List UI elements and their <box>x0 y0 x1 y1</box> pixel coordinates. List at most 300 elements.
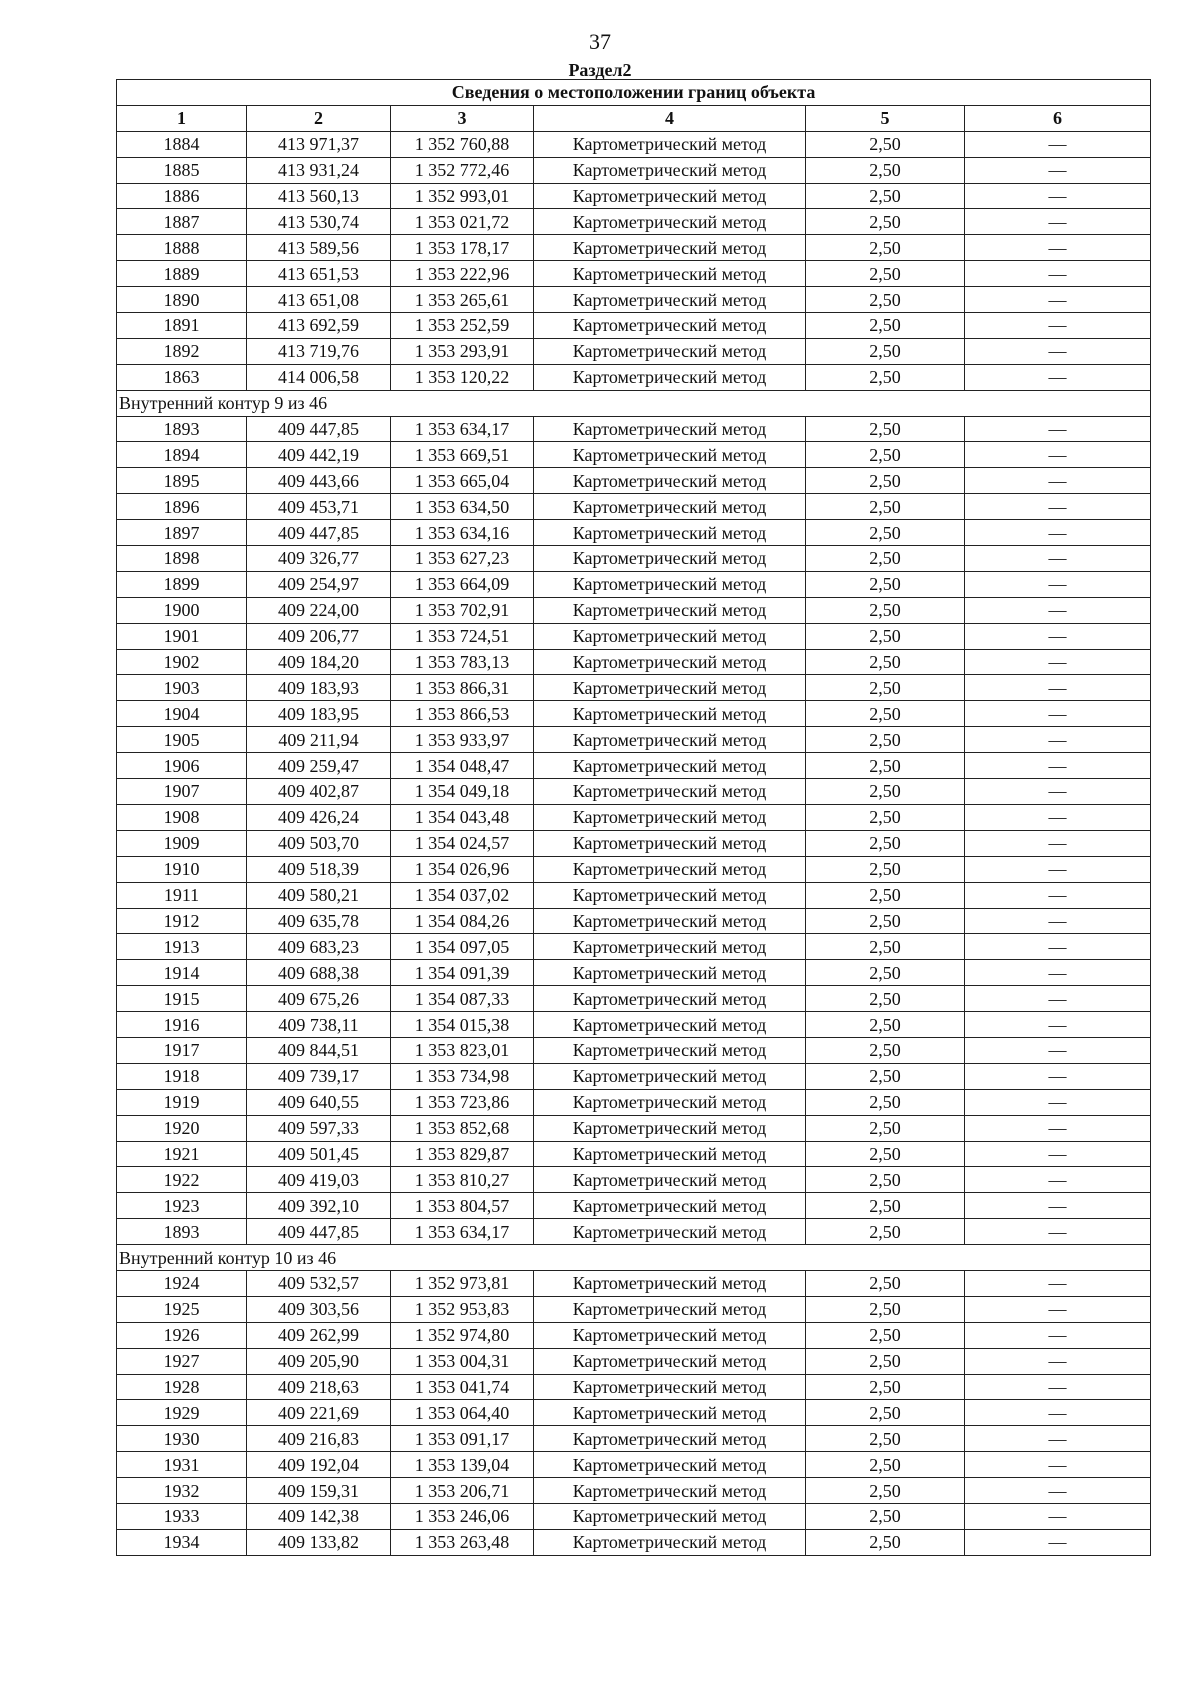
accuracy-cell: 2,50 <box>806 313 965 339</box>
method-cell: Картометрический метод <box>534 1012 806 1038</box>
y-coordinate-cell: 1 353 041,74 <box>391 1374 534 1400</box>
table-row <box>117 1400 1151 1426</box>
description-cell: — <box>965 623 1151 649</box>
method-cell: Картометрический метод <box>534 597 806 623</box>
point-number-cell: 1889 <box>117 261 247 287</box>
table-row <box>117 571 1151 597</box>
method-cell: Картометрический метод <box>534 623 806 649</box>
point-number-cell: 1908 <box>117 804 247 830</box>
table-row <box>117 1426 1151 1452</box>
x-coordinate-cell: 409 218,63 <box>247 1374 391 1400</box>
point-number-cell: 1896 <box>117 494 247 520</box>
x-coordinate-cell: 409 205,90 <box>247 1348 391 1374</box>
description-cell: — <box>965 727 1151 753</box>
x-coordinate-cell: 409 184,20 <box>247 649 391 675</box>
accuracy-cell: 2,50 <box>806 960 965 986</box>
accuracy-cell: 2,50 <box>806 1374 965 1400</box>
y-coordinate-cell: 1 353 852,68 <box>391 1115 534 1141</box>
method-cell: Картометрический метод <box>534 830 806 856</box>
table-row <box>117 131 1151 157</box>
point-number-cell: 1893 <box>117 416 247 442</box>
point-number-cell: 1905 <box>117 727 247 753</box>
method-cell: Картометрический метод <box>534 1400 806 1426</box>
accuracy-cell: 2,50 <box>806 1089 965 1115</box>
accuracy-cell: 2,50 <box>806 649 965 675</box>
x-coordinate-cell: 409 640,55 <box>247 1089 391 1115</box>
accuracy-cell: 2,50 <box>806 1400 965 1426</box>
y-coordinate-cell: 1 353 263,48 <box>391 1529 534 1555</box>
table-row <box>117 209 1151 235</box>
table-row <box>117 1348 1151 1374</box>
method-cell: Картометрический метод <box>534 235 806 261</box>
table-row <box>117 520 1151 546</box>
point-number-cell: 1918 <box>117 1063 247 1089</box>
point-number-cell: 1900 <box>117 597 247 623</box>
description-cell: — <box>965 1219 1151 1245</box>
y-coordinate-cell: 1 353 723,86 <box>391 1089 534 1115</box>
table-row <box>117 908 1151 934</box>
accuracy-cell: 2,50 <box>806 1063 965 1089</box>
x-coordinate-cell: 409 597,33 <box>247 1115 391 1141</box>
accuracy-cell: 2,50 <box>806 1529 965 1555</box>
y-coordinate-cell: 1 353 724,51 <box>391 623 534 649</box>
method-cell: Картометрический метод <box>534 856 806 882</box>
table-row <box>117 934 1151 960</box>
contour-label: Внутренний контур 10 из 46 <box>117 1245 1151 1271</box>
accuracy-cell: 2,50 <box>806 131 965 157</box>
description-cell: — <box>965 1374 1151 1400</box>
point-number-cell: 1892 <box>117 338 247 364</box>
method-cell: Картометрический метод <box>534 986 806 1012</box>
accuracy-cell: 2,50 <box>806 1478 965 1504</box>
point-number-cell: 1916 <box>117 1012 247 1038</box>
x-coordinate-cell: 409 133,82 <box>247 1529 391 1555</box>
y-coordinate-cell: 1 353 664,09 <box>391 571 534 597</box>
y-coordinate-cell: 1 353 246,06 <box>391 1503 534 1529</box>
table-row <box>117 338 1151 364</box>
x-coordinate-cell: 409 224,00 <box>247 597 391 623</box>
y-coordinate-cell: 1 353 866,31 <box>391 675 534 701</box>
x-coordinate-cell: 409 844,51 <box>247 1037 391 1063</box>
table-row <box>117 1141 1151 1167</box>
point-number-cell: 1887 <box>117 209 247 235</box>
y-coordinate-cell: 1 352 973,81 <box>391 1270 534 1296</box>
description-cell: — <box>965 1089 1151 1115</box>
point-number-cell: 1913 <box>117 934 247 960</box>
description-cell: — <box>965 1012 1151 1038</box>
description-cell: — <box>965 1141 1151 1167</box>
y-coordinate-cell: 1 353 634,16 <box>391 520 534 546</box>
y-coordinate-cell: 1 354 048,47 <box>391 753 534 779</box>
description-cell: — <box>965 442 1151 468</box>
x-coordinate-cell: 409 254,97 <box>247 571 391 597</box>
y-coordinate-cell: 1 353 064,40 <box>391 1400 534 1426</box>
description-cell: — <box>965 1115 1151 1141</box>
point-number-cell: 1895 <box>117 468 247 494</box>
table-row <box>117 235 1151 261</box>
method-cell: Картометрический метод <box>534 1167 806 1193</box>
description-cell: — <box>965 649 1151 675</box>
contour-label: Внутренний контур 9 из 46 <box>117 390 1151 416</box>
method-cell: Картометрический метод <box>534 1141 806 1167</box>
table-row <box>117 468 1151 494</box>
point-number-cell: 1921 <box>117 1141 247 1167</box>
accuracy-cell: 2,50 <box>806 1503 965 1529</box>
x-coordinate-cell: 409 426,24 <box>247 804 391 830</box>
y-coordinate-cell: 1 354 049,18 <box>391 779 534 805</box>
x-coordinate-cell: 409 326,77 <box>247 546 391 572</box>
accuracy-cell: 2,50 <box>806 520 965 546</box>
boundary-table <box>116 79 1151 1556</box>
method-cell: Картометрический метод <box>534 649 806 675</box>
method-cell: Картометрический метод <box>534 338 806 364</box>
x-coordinate-cell: 409 192,04 <box>247 1452 391 1478</box>
x-coordinate-cell: 413 651,53 <box>247 261 391 287</box>
x-coordinate-cell: 409 738,11 <box>247 1012 391 1038</box>
method-cell: Картометрический метод <box>534 1426 806 1452</box>
point-number-cell: 1903 <box>117 675 247 701</box>
description-cell: — <box>965 364 1151 390</box>
method-cell: Картометрический метод <box>534 934 806 960</box>
y-coordinate-cell: 1 354 084,26 <box>391 908 534 934</box>
method-cell: Картометрический метод <box>534 468 806 494</box>
y-coordinate-cell: 1 353 810,27 <box>391 1167 534 1193</box>
x-coordinate-cell: 409 221,69 <box>247 1400 391 1426</box>
x-coordinate-cell: 409 688,38 <box>247 960 391 986</box>
x-coordinate-cell: 413 560,13 <box>247 183 391 209</box>
point-number-cell: 1923 <box>117 1193 247 1219</box>
x-coordinate-cell: 409 159,31 <box>247 1478 391 1504</box>
accuracy-cell: 2,50 <box>806 209 965 235</box>
y-coordinate-cell: 1 353 734,98 <box>391 1063 534 1089</box>
method-cell: Картометрический метод <box>534 882 806 908</box>
description-cell: — <box>965 1503 1151 1529</box>
x-coordinate-cell: 409 447,85 <box>247 416 391 442</box>
y-coordinate-cell: 1 354 026,96 <box>391 856 534 882</box>
table-row <box>117 960 1151 986</box>
point-number-cell: 1925 <box>117 1296 247 1322</box>
y-coordinate-cell: 1 353 139,04 <box>391 1452 534 1478</box>
x-coordinate-cell: 409 453,71 <box>247 494 391 520</box>
point-number-cell: 1930 <box>117 1426 247 1452</box>
method-cell: Картометрический метод <box>534 1219 806 1245</box>
accuracy-cell: 2,50 <box>806 261 965 287</box>
method-cell: Картометрический метод <box>534 571 806 597</box>
y-coordinate-cell: 1 352 953,83 <box>391 1296 534 1322</box>
table-row <box>117 313 1151 339</box>
table-row <box>117 1012 1151 1038</box>
method-cell: Картометрический метод <box>534 1193 806 1219</box>
y-coordinate-cell: 1 353 293,91 <box>391 338 534 364</box>
table-row <box>117 649 1151 675</box>
accuracy-cell: 2,50 <box>806 597 965 623</box>
method-cell: Картометрический метод <box>534 1270 806 1296</box>
y-coordinate-cell: 1 354 043,48 <box>391 804 534 830</box>
description-cell: — <box>965 494 1151 520</box>
y-coordinate-cell: 1 354 024,57 <box>391 830 534 856</box>
method-cell: Картометрический метод <box>534 908 806 934</box>
x-coordinate-cell: 409 392,10 <box>247 1193 391 1219</box>
x-coordinate-cell: 409 402,87 <box>247 779 391 805</box>
point-number-cell: 1932 <box>117 1478 247 1504</box>
table-row <box>117 1063 1151 1089</box>
description-cell: — <box>965 546 1151 572</box>
accuracy-cell: 2,50 <box>806 908 965 934</box>
point-number-cell: 1926 <box>117 1322 247 1348</box>
column-header: 2 <box>247 105 391 131</box>
point-number-cell: 1898 <box>117 546 247 572</box>
y-coordinate-cell: 1 353 829,87 <box>391 1141 534 1167</box>
y-coordinate-cell: 1 352 993,01 <box>391 183 534 209</box>
y-coordinate-cell: 1 354 015,38 <box>391 1012 534 1038</box>
y-coordinate-cell: 1 354 097,05 <box>391 934 534 960</box>
point-number-cell: 1924 <box>117 1270 247 1296</box>
table-row <box>117 1503 1151 1529</box>
accuracy-cell: 2,50 <box>806 494 965 520</box>
table-row <box>117 1089 1151 1115</box>
table-title: Сведения о местоположении границ объекта <box>117 80 1151 106</box>
accuracy-cell: 2,50 <box>806 1012 965 1038</box>
method-cell: Картометрический метод <box>534 1374 806 1400</box>
column-header: 4 <box>534 105 806 131</box>
method-cell: Картометрический метод <box>534 675 806 701</box>
description-cell: — <box>965 287 1151 313</box>
description-cell: — <box>965 830 1151 856</box>
accuracy-cell: 2,50 <box>806 287 965 313</box>
y-coordinate-cell: 1 353 866,53 <box>391 701 534 727</box>
description-cell: — <box>965 235 1151 261</box>
method-cell: Картометрический метод <box>534 494 806 520</box>
method-cell: Картометрический метод <box>534 1503 806 1529</box>
point-number-cell: 1929 <box>117 1400 247 1426</box>
table-row <box>117 287 1151 313</box>
x-coordinate-cell: 409 259,47 <box>247 753 391 779</box>
method-cell: Картометрический метод <box>534 960 806 986</box>
description-cell: — <box>965 1400 1151 1426</box>
method-cell: Картометрический метод <box>534 183 806 209</box>
table-row <box>117 1374 1151 1400</box>
description-cell: — <box>965 571 1151 597</box>
x-coordinate-cell: 409 206,77 <box>247 623 391 649</box>
point-number-cell: 1928 <box>117 1374 247 1400</box>
point-number-cell: 1863 <box>117 364 247 390</box>
table-row <box>117 1115 1151 1141</box>
point-number-cell: 1917 <box>117 1037 247 1063</box>
y-coordinate-cell: 1 352 772,46 <box>391 157 534 183</box>
point-number-cell: 1909 <box>117 830 247 856</box>
y-coordinate-cell: 1 353 252,59 <box>391 313 534 339</box>
method-cell: Картометрический метод <box>534 1452 806 1478</box>
x-coordinate-cell: 409 303,56 <box>247 1296 391 1322</box>
method-cell: Картометрический метод <box>534 520 806 546</box>
description-cell: — <box>965 882 1151 908</box>
column-header: 5 <box>806 105 965 131</box>
page-number: 37 <box>589 29 611 54</box>
accuracy-cell: 2,50 <box>806 1426 965 1452</box>
description-cell: — <box>965 131 1151 157</box>
accuracy-cell: 2,50 <box>806 1322 965 1348</box>
y-coordinate-cell: 1 353 004,31 <box>391 1348 534 1374</box>
accuracy-cell: 2,50 <box>806 882 965 908</box>
accuracy-cell: 2,50 <box>806 416 965 442</box>
point-number-cell: 1934 <box>117 1529 247 1555</box>
table-row <box>117 1270 1151 1296</box>
x-coordinate-cell: 409 442,19 <box>247 442 391 468</box>
point-number-cell: 1899 <box>117 571 247 597</box>
accuracy-cell: 2,50 <box>806 1296 965 1322</box>
description-cell: — <box>965 753 1151 779</box>
accuracy-cell: 2,50 <box>806 442 965 468</box>
description-cell: — <box>965 468 1151 494</box>
contour-label-row <box>117 390 1151 416</box>
y-coordinate-cell: 1 353 206,71 <box>391 1478 534 1504</box>
point-number-cell: 1933 <box>117 1503 247 1529</box>
description-cell: — <box>965 1322 1151 1348</box>
table-row <box>117 1219 1151 1245</box>
description-cell: — <box>965 1063 1151 1089</box>
point-number-cell: 1891 <box>117 313 247 339</box>
x-coordinate-cell: 409 447,85 <box>247 1219 391 1245</box>
x-coordinate-cell: 414 006,58 <box>247 364 391 390</box>
point-number-cell: 1886 <box>117 183 247 209</box>
description-cell: — <box>965 986 1151 1012</box>
table-row <box>117 494 1151 520</box>
x-coordinate-cell: 413 530,74 <box>247 209 391 235</box>
table-row <box>117 727 1151 753</box>
point-number-cell: 1922 <box>117 1167 247 1193</box>
accuracy-cell: 2,50 <box>806 338 965 364</box>
x-coordinate-cell: 409 518,39 <box>247 856 391 882</box>
x-coordinate-cell: 409 183,95 <box>247 701 391 727</box>
accuracy-cell: 2,50 <box>806 1141 965 1167</box>
table-body <box>117 131 1151 1555</box>
y-coordinate-cell: 1 353 634,50 <box>391 494 534 520</box>
point-number-cell: 1931 <box>117 1452 247 1478</box>
method-cell: Картометрический метод <box>534 1322 806 1348</box>
x-coordinate-cell: 413 971,37 <box>247 131 391 157</box>
column-header-row <box>117 105 1151 131</box>
description-cell: — <box>965 313 1151 339</box>
point-number-cell: 1894 <box>117 442 247 468</box>
column-header: 6 <box>965 105 1151 131</box>
method-cell: Картометрический метод <box>534 1089 806 1115</box>
method-cell: Картометрический метод <box>534 1037 806 1063</box>
point-number-cell: 1902 <box>117 649 247 675</box>
method-cell: Картометрический метод <box>534 364 806 390</box>
accuracy-cell: 2,50 <box>806 1037 965 1063</box>
description-cell: — <box>965 856 1151 882</box>
accuracy-cell: 2,50 <box>806 1348 965 1374</box>
method-cell: Картометрический метод <box>534 546 806 572</box>
accuracy-cell: 2,50 <box>806 804 965 830</box>
point-number-cell: 1912 <box>117 908 247 934</box>
y-coordinate-cell: 1 353 634,17 <box>391 416 534 442</box>
y-coordinate-cell: 1 353 634,17 <box>391 1219 534 1245</box>
table-row <box>117 261 1151 287</box>
table-row <box>117 364 1151 390</box>
accuracy-cell: 2,50 <box>806 571 965 597</box>
x-coordinate-cell: 409 419,03 <box>247 1167 391 1193</box>
accuracy-cell: 2,50 <box>806 934 965 960</box>
point-number-cell: 1885 <box>117 157 247 183</box>
table-row <box>117 1452 1151 1478</box>
table-title-row <box>117 80 1151 106</box>
accuracy-cell: 2,50 <box>806 1115 965 1141</box>
y-coordinate-cell: 1 353 120,22 <box>391 364 534 390</box>
table-row <box>117 1529 1151 1555</box>
accuracy-cell: 2,50 <box>806 701 965 727</box>
y-coordinate-cell: 1 353 823,01 <box>391 1037 534 1063</box>
description-cell: — <box>965 1167 1151 1193</box>
accuracy-cell: 2,50 <box>806 1167 965 1193</box>
description-cell: — <box>965 597 1151 623</box>
x-coordinate-cell: 409 142,38 <box>247 1503 391 1529</box>
table-row <box>117 597 1151 623</box>
y-coordinate-cell: 1 354 091,39 <box>391 960 534 986</box>
table-row <box>117 856 1151 882</box>
table-row <box>117 1478 1151 1504</box>
point-number-cell: 1915 <box>117 986 247 1012</box>
y-coordinate-cell: 1 353 933,97 <box>391 727 534 753</box>
description-cell: — <box>965 1426 1151 1452</box>
accuracy-cell: 2,50 <box>806 183 965 209</box>
accuracy-cell: 2,50 <box>806 753 965 779</box>
x-coordinate-cell: 409 503,70 <box>247 830 391 856</box>
accuracy-cell: 2,50 <box>806 779 965 805</box>
point-number-cell: 1904 <box>117 701 247 727</box>
point-number-cell: 1901 <box>117 623 247 649</box>
accuracy-cell: 2,50 <box>806 364 965 390</box>
y-coordinate-cell: 1 353 627,23 <box>391 546 534 572</box>
table-row <box>117 1167 1151 1193</box>
table-row <box>117 442 1151 468</box>
y-coordinate-cell: 1 353 669,51 <box>391 442 534 468</box>
y-coordinate-cell: 1 353 702,91 <box>391 597 534 623</box>
table-row <box>117 779 1151 805</box>
description-cell: — <box>965 183 1151 209</box>
description-cell: — <box>965 1452 1151 1478</box>
table-row <box>117 1322 1151 1348</box>
y-coordinate-cell: 1 354 037,02 <box>391 882 534 908</box>
point-number-cell: 1897 <box>117 520 247 546</box>
x-coordinate-cell: 409 443,66 <box>247 468 391 494</box>
method-cell: Картометрический метод <box>534 1063 806 1089</box>
description-cell: — <box>965 908 1151 934</box>
description-cell: — <box>965 701 1151 727</box>
table-row <box>117 546 1151 572</box>
x-coordinate-cell: 409 211,94 <box>247 727 391 753</box>
point-number-cell: 1884 <box>117 131 247 157</box>
x-coordinate-cell: 409 580,21 <box>247 882 391 908</box>
section-label: Раздел2 <box>568 60 632 80</box>
description-cell: — <box>965 675 1151 701</box>
table-row <box>117 157 1151 183</box>
point-number-cell: 1890 <box>117 287 247 313</box>
method-cell: Картометрический метод <box>534 131 806 157</box>
method-cell: Картометрический метод <box>534 313 806 339</box>
accuracy-cell: 2,50 <box>806 235 965 261</box>
description-cell: — <box>965 1348 1151 1374</box>
table-row <box>117 183 1151 209</box>
table-row <box>117 804 1151 830</box>
description-cell: — <box>965 934 1151 960</box>
x-coordinate-cell: 409 683,23 <box>247 934 391 960</box>
x-coordinate-cell: 409 739,17 <box>247 1063 391 1089</box>
x-coordinate-cell: 409 216,83 <box>247 1426 391 1452</box>
table-row <box>117 416 1151 442</box>
column-header: 1 <box>117 105 247 131</box>
y-coordinate-cell: 1 354 087,33 <box>391 986 534 1012</box>
